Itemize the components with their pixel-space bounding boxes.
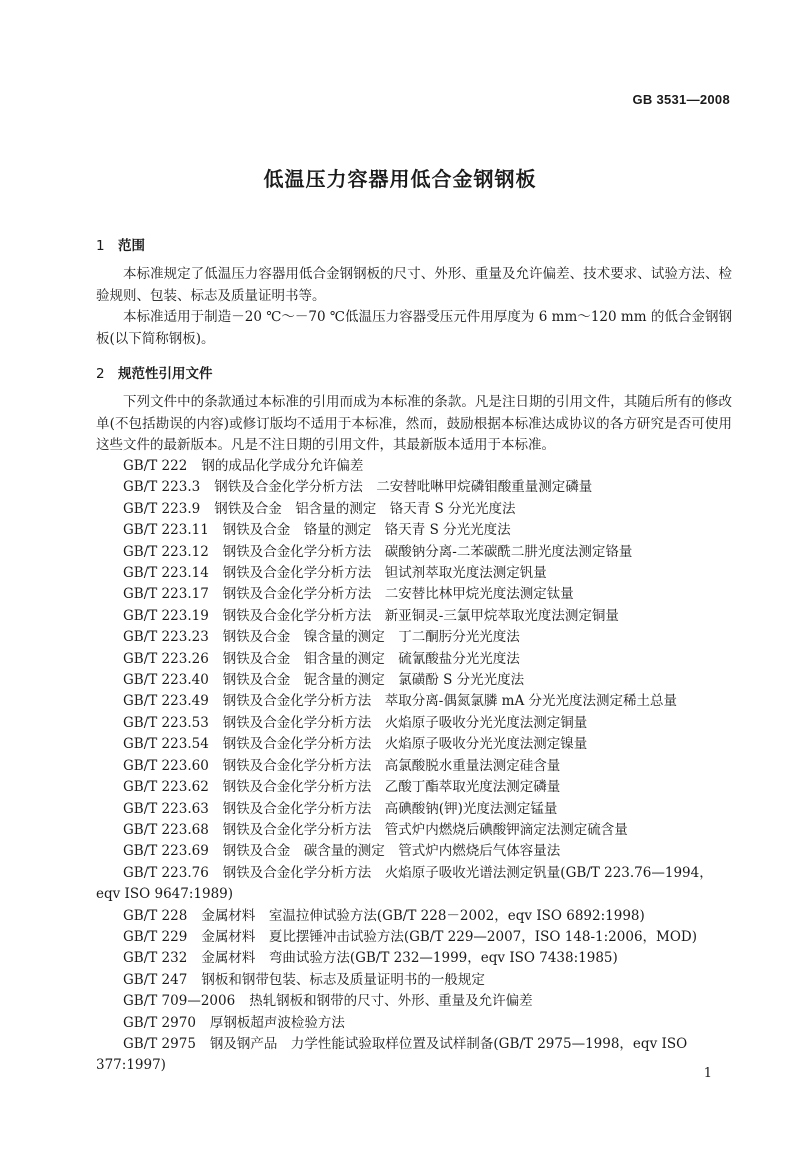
scope-paragraph-2: 本标准适用于制造－20 ℃～－70 ℃低温压力容器受压元件用厚度为 6 mm～120 mm 的低合金钢钢板(以下简称钢板)。 bbox=[96, 309, 732, 347]
reference-item bbox=[96, 584, 736, 605]
reference-item bbox=[96, 927, 736, 948]
reference-title: 钢铁及合金 镍含量的测定 丁二酮肟分光光度法 bbox=[222, 629, 520, 646]
reference-code: GB/T 223.26 bbox=[123, 650, 209, 667]
reference-title: 钢铁及合金 铬量的测定 铬天青 S 分光光度法 bbox=[222, 522, 511, 539]
reference-title: 热轧钢板和钢带的尺寸、外形、重量及允许偏差 bbox=[249, 993, 533, 1010]
reference-code: GB/T 223.60 bbox=[123, 757, 209, 774]
reference-item bbox=[96, 456, 736, 477]
reference-item bbox=[96, 734, 736, 755]
reference-code: GB/T 223.3 bbox=[123, 479, 201, 496]
reference-code: GB/T 223.9 bbox=[123, 500, 201, 517]
reference-item bbox=[96, 756, 736, 777]
reference-code: GB/T 223.69 bbox=[123, 843, 209, 860]
reference-item bbox=[96, 691, 736, 712]
reference-title: 金属材料 室温拉伸试验方法(GB/T 228－2002，eqv ISO 6892:1998) bbox=[201, 907, 645, 924]
reference-code: GB/T 229 bbox=[123, 928, 188, 945]
reference-title: 钢铁及合金化学分析方法 火焰原子吸收分光光度法测定镍量 bbox=[222, 736, 588, 753]
section-1-number: 1 bbox=[96, 238, 105, 254]
reference-title: 金属材料 弯曲试验方法(GB/T 232—1999，eqv ISO 7438:1985) bbox=[201, 950, 618, 967]
references-intro: 下列文件中的条款通过本标准的引用而成为本标准的条款。凡是注日期的引用文件，其随后所有的修改单(不包括勘误的内容)或修订版均不适用于本标准，然而，鼓励根据本标准达成协议的各方研究是否可使用这些文件的最新版本。凡是不注日期的引用文件，其最新版本适用于本标准。 bbox=[96, 394, 732, 453]
reference-title: 厚钢板超声波检验方法 bbox=[209, 1014, 345, 1031]
reference-code: GB/T 222 bbox=[123, 458, 188, 474]
reference-item bbox=[96, 948, 736, 969]
reference-item bbox=[96, 841, 736, 862]
reference-title: 钢铁及合金化学分析方法 高碘酸钠(钾)光度法测定锰量 bbox=[222, 800, 558, 817]
reference-title: 钢铁及合金化学分析方法 新亚铜灵-三氯甲烷萃取光度法测定铜量 bbox=[222, 607, 619, 624]
reference-code: GB/T 2970 bbox=[123, 1014, 196, 1031]
reference-title: 钢铁及合金化学分析方法 火焰原子吸收分光光度法测定铜量 bbox=[222, 714, 588, 731]
reference-title: 钢铁及合金 钼含量的测定 硫氰酸盐分光光度法 bbox=[222, 650, 520, 667]
reference-title: 钢铁及合金化学分析方法 高氯酸脱水重量法测定硅含量 bbox=[222, 757, 561, 774]
reference-item bbox=[96, 1034, 736, 1077]
reference-title: 钢铁及合金化学分析方法 二安替比林甲烷光度法测定钛量 bbox=[222, 586, 574, 603]
reference-code: GB/T 223.53 bbox=[123, 714, 209, 731]
reference-code: GB/T 223.11 bbox=[123, 522, 209, 539]
reference-code: GB/T 232 bbox=[123, 950, 188, 967]
reference-title: 钢的成品化学成分允许偏差 bbox=[201, 458, 364, 474]
reference-item bbox=[96, 606, 736, 627]
reference-item bbox=[96, 820, 736, 841]
page-number: 1 bbox=[703, 1066, 712, 1081]
reference-code: GB/T 223.12 bbox=[123, 543, 209, 560]
reference-item bbox=[96, 713, 736, 734]
reference-item bbox=[96, 477, 736, 498]
reference-title: 钢铁及合金 碳含量的测定 管式炉内燃烧后气体容量法 bbox=[222, 843, 561, 860]
reference-item bbox=[96, 520, 736, 541]
section-2-heading bbox=[96, 362, 213, 382]
reference-item bbox=[96, 906, 736, 927]
reference-item bbox=[96, 970, 736, 991]
reference-title: 钢铁及合金化学分析方法 乙酸丁酯萃取光度法测定磷量 bbox=[222, 779, 561, 796]
reference-code: GB/T 2975 bbox=[123, 1035, 196, 1052]
reference-title: 钢铁及合金化学分析方法 萃取分离-偶氮氯膦 mA 分光光度法测定稀土总量 bbox=[222, 693, 677, 710]
section-2-title: 规范性引用文件 bbox=[118, 366, 213, 382]
reference-title: 钢铁及合金化学分析方法 火焰原子吸收光谱法测定钒量(GB/T 223.76—1994，eqv ISO 9647:1989) bbox=[96, 864, 713, 903]
reference-title: 金属材料 夏比摆锤冲击试验方法(GB/T 229—2007，ISO 148-1:2006，MOD) bbox=[201, 928, 698, 945]
reference-item bbox=[96, 777, 736, 798]
reference-title: 钢铁及合金 铝含量的测定 铬天青 S 分光光度法 bbox=[214, 500, 516, 517]
reference-item bbox=[96, 627, 736, 648]
standard-number: GB 3531—2008 bbox=[632, 92, 730, 107]
reference-code: GB/T 223.19 bbox=[123, 607, 209, 624]
reference-item bbox=[96, 542, 736, 563]
reference-title: 钢铁及合金化学分析方法 钽试剂萃取光度法测定钒量 bbox=[222, 565, 547, 582]
reference-code: GB/T 228 bbox=[123, 907, 188, 924]
reference-code: GB/T 223.76 bbox=[123, 864, 209, 881]
reference-code: GB/T 223.62 bbox=[123, 779, 209, 796]
reference-item bbox=[96, 1013, 736, 1034]
reference-item bbox=[96, 799, 736, 820]
reference-item bbox=[96, 991, 736, 1012]
reference-title: 钢板和钢带包装、标志及质量证明书的一般规定 bbox=[201, 971, 485, 988]
section-2-number: 2 bbox=[96, 366, 105, 382]
document-title: 低温压力容器用低合金钢钢板 bbox=[263, 167, 537, 191]
reference-item bbox=[96, 670, 736, 691]
reference-code: GB/T 223.49 bbox=[123, 693, 209, 710]
reference-code: GB/T 223.68 bbox=[123, 821, 209, 838]
reference-title: 钢铁及合金化学分析方法 管式炉内燃烧后碘酸钾滴定法测定硫含量 bbox=[222, 821, 628, 838]
reference-title: 钢及钢产品 力学性能试验取样位置及试样制备(GB/T 2975—1998，eqv ISO 377:1997) bbox=[96, 1035, 688, 1074]
reference-code: GB/T 223.17 bbox=[123, 586, 209, 603]
reference-title: 钢铁及合金化学分析方法 碳酸钠分离-二苯碳酰二肼光度法测定铬量 bbox=[222, 543, 633, 560]
reference-title: 钢铁及合金化学分析方法 二安替吡啉甲烷磷钼酸重量测定磷量 bbox=[214, 479, 593, 496]
reference-code: GB/T 247 bbox=[123, 971, 188, 988]
reference-item bbox=[96, 499, 736, 520]
reference-title: 钢铁及合金 铌含量的测定 氯磺酚 S 分光光度法 bbox=[222, 672, 525, 689]
reference-list bbox=[96, 456, 736, 1077]
reference-code: GB/T 223.14 bbox=[123, 565, 209, 582]
reference-item bbox=[96, 863, 736, 906]
reference-item bbox=[96, 649, 736, 670]
section-1-title: 范围 bbox=[118, 238, 145, 254]
scope-paragraph-1: 本标准规定了低温压力容器用低合金钢钢板的尺寸、外形、重量及允许偏差、技术要求、试验方法、检验规则、包装、标志及质量证明书等。 bbox=[96, 266, 732, 304]
section-1-heading bbox=[96, 234, 145, 254]
reference-code: GB/T 709—2006 bbox=[123, 993, 236, 1010]
reference-code: GB/T 223.63 bbox=[123, 800, 209, 817]
reference-code: GB/T 223.54 bbox=[123, 736, 209, 753]
reference-code: GB/T 223.40 bbox=[123, 672, 209, 689]
reference-item bbox=[96, 563, 736, 584]
reference-code: GB/T 223.23 bbox=[123, 629, 209, 646]
